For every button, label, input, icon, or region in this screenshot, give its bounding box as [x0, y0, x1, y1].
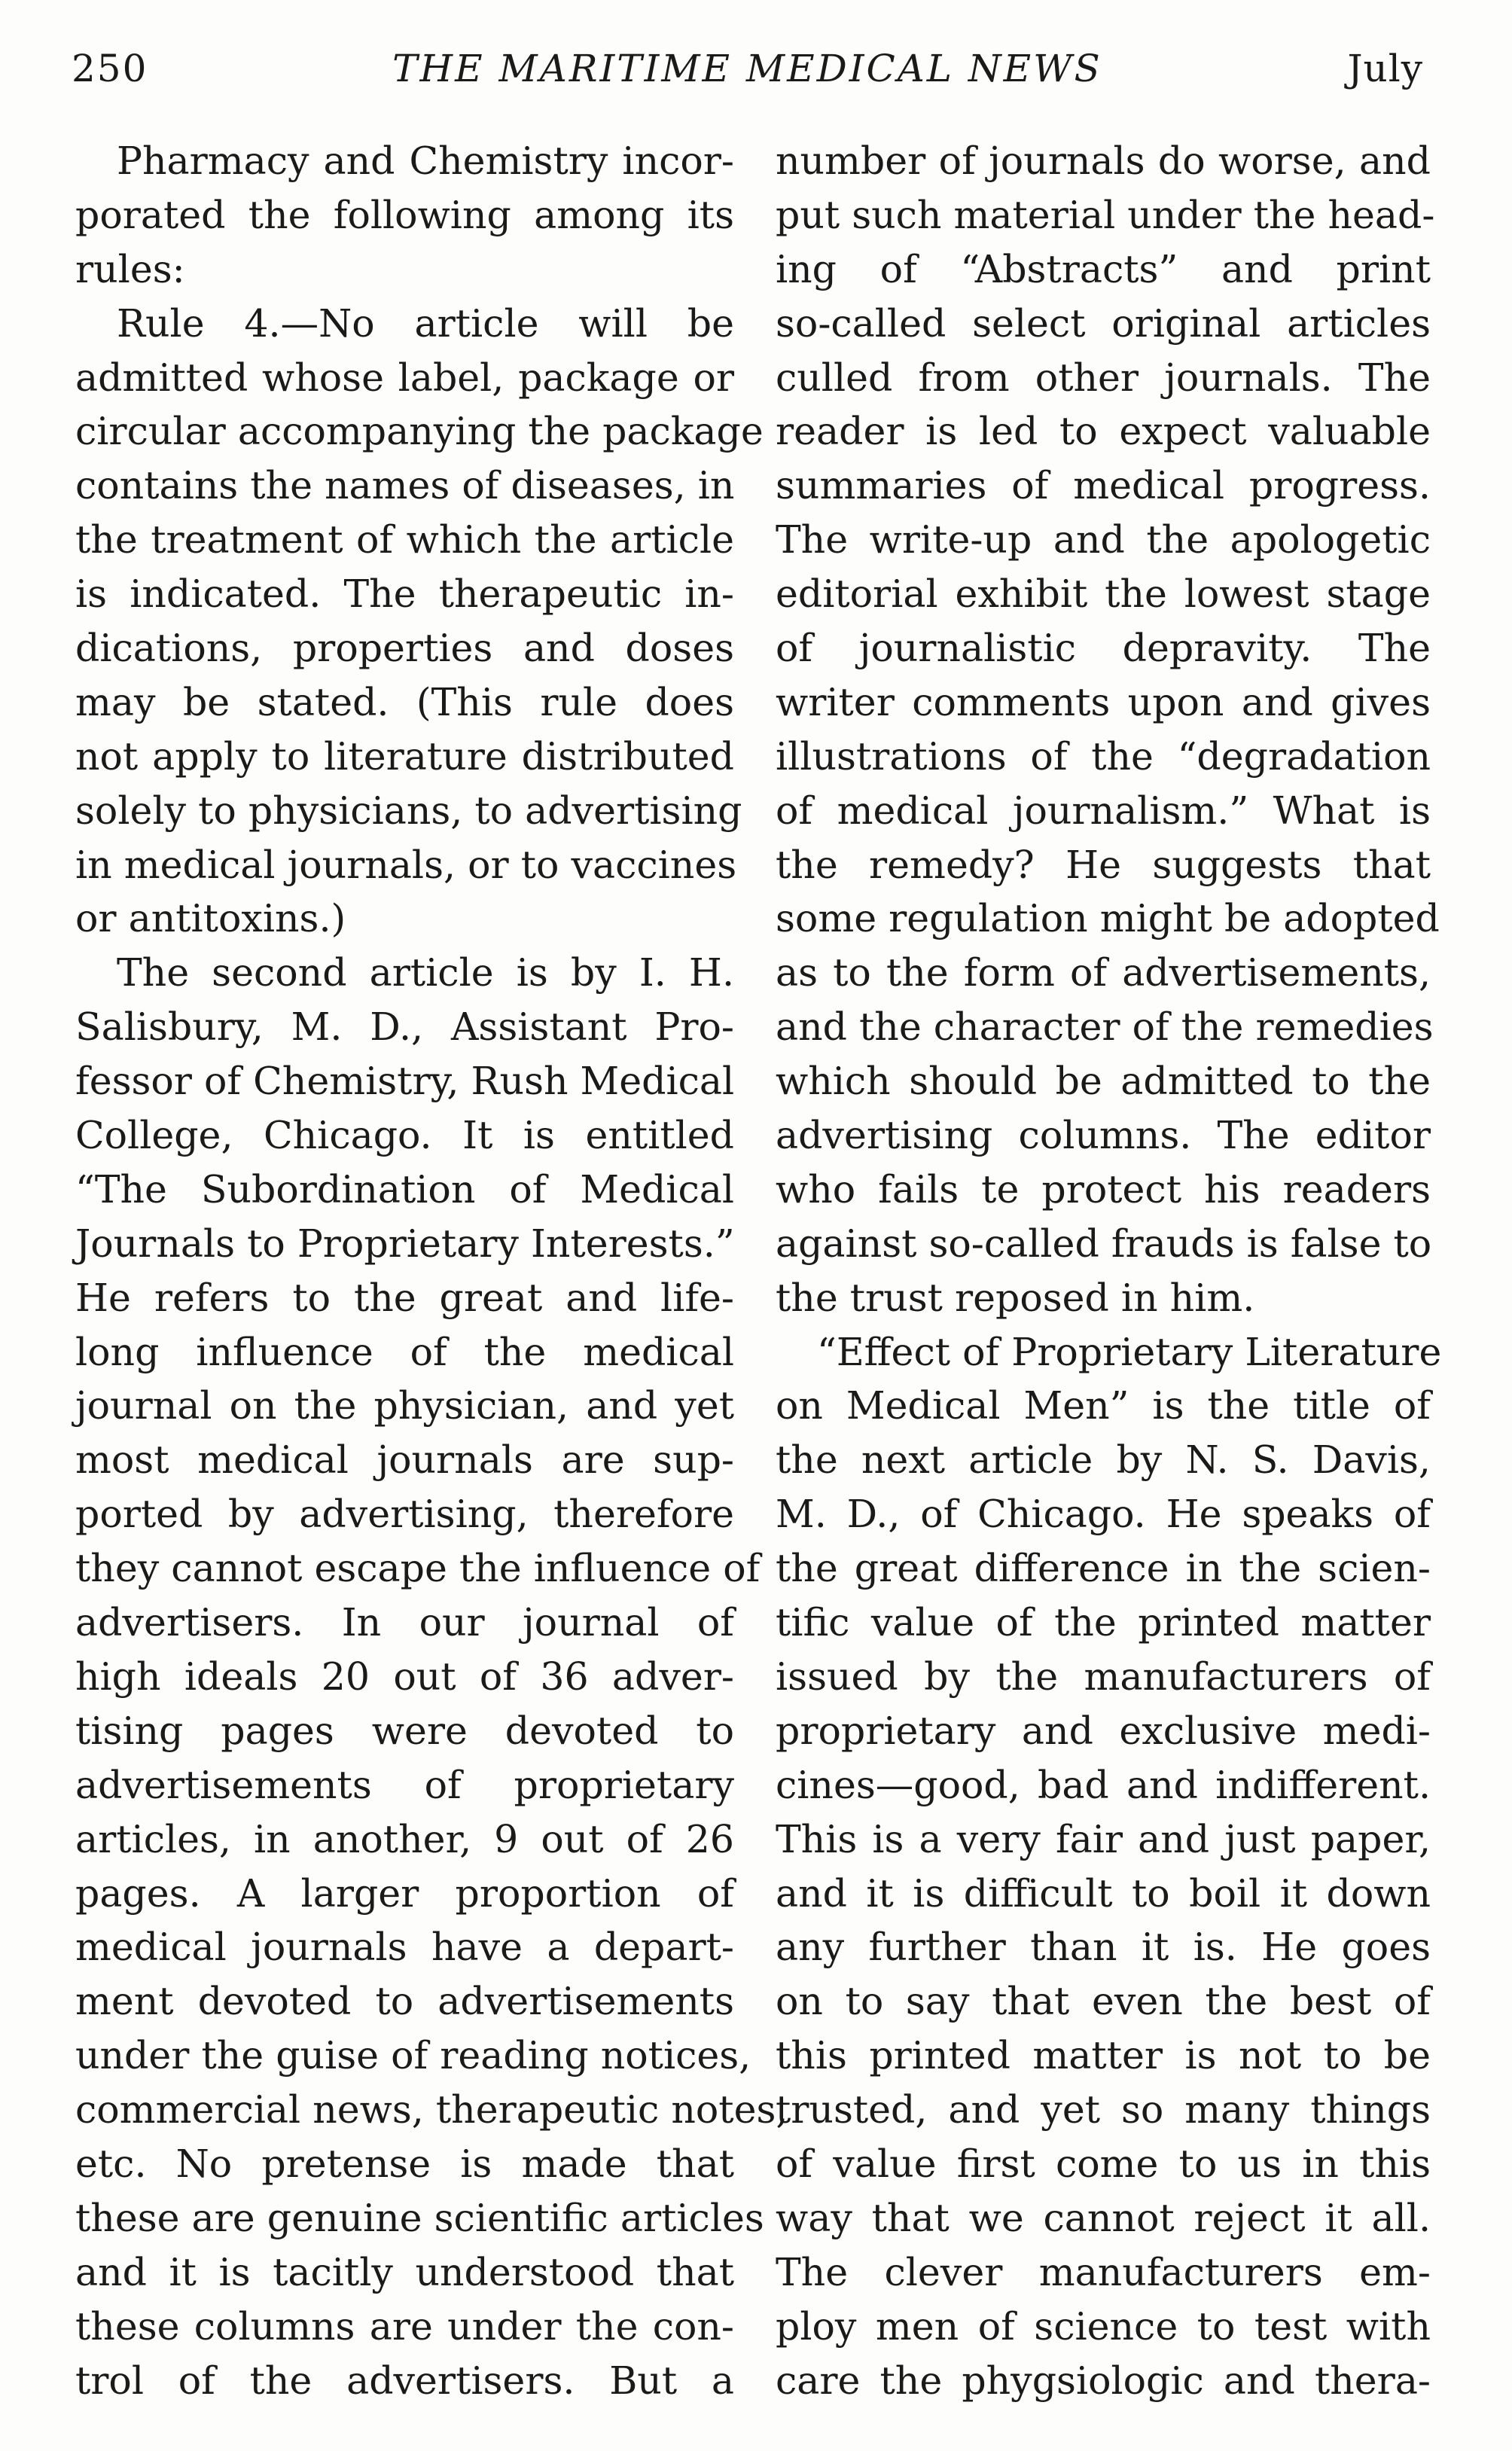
text-line: the remedy? He suggests that: [776, 842, 1431, 887]
rule-paragraph: [75, 297, 764, 947]
text-line: advertising columns. The editor: [776, 1113, 1431, 1158]
text-line: contains the names of diseases, in: [75, 463, 735, 508]
text-line: reader is led to expect valuable: [776, 409, 1431, 454]
text-line: so-called select original articles: [776, 300, 1431, 346]
text-line: they cannot escape the influence of: [75, 1546, 761, 1591]
paragraph: [75, 946, 788, 2407]
text-line: dications, properties and doses: [75, 626, 734, 671]
running-header: [72, 47, 1423, 107]
text-line: fessor of Chemistry, Rush Medical: [75, 1059, 735, 1104]
text-line: writer comments upon and gives: [776, 679, 1431, 724]
left-column: [75, 134, 788, 2407]
text-line: of journalistic depravity. The: [776, 626, 1431, 671]
text-line: way that we cannot reject it all.: [776, 2195, 1431, 2240]
text-line: tising pages were devoted to: [75, 1708, 734, 1753]
text-line: illustrations of the “degradation: [776, 733, 1431, 779]
text-line: issued by the manufacturers of: [776, 1654, 1431, 1699]
text-line: is indicated. The therapeutic in-: [75, 572, 734, 617]
text-line: under the guise of reading notices,: [75, 2033, 751, 2078]
paragraph: [75, 134, 734, 297]
text-line: articles, in another, 9 out of 26: [75, 1816, 734, 1861]
text-line: tific value of the printed matter: [776, 1600, 1431, 1645]
text-line: journal on the physician, and yet: [75, 1383, 734, 1428]
text-line: pages. A larger proportion of: [75, 1870, 734, 1916]
text-line: of value first come to us in this: [776, 2141, 1431, 2186]
text-line: in medical journals, or to vaccines: [75, 842, 737, 887]
text-line: as to the form of advertisements,: [776, 950, 1431, 995]
text-line: ported by advertising, therefore: [75, 1492, 734, 1537]
text-line: some regulation might be adopted: [776, 896, 1440, 941]
text-line: The write-up and the apologetic: [776, 517, 1431, 562]
text-line: on Medical Men” is the title of: [776, 1383, 1431, 1428]
right-column: [776, 134, 1442, 2407]
text-line: trol of the advertisers. But a: [75, 2358, 734, 2403]
text-line: circular accompanying the package: [75, 409, 764, 454]
text-line: This is a very fair and just paper,: [776, 1816, 1431, 1861]
text-line: admitted whose label, package or: [75, 355, 734, 400]
text-line: or antitoxins.): [75, 896, 346, 941]
text-line: Salisbury, M. D., Assistant Pro-: [75, 1004, 734, 1050]
text-line: any further than it is. He goes: [776, 1925, 1431, 1970]
text-line: most medical journals are sup-: [75, 1437, 734, 1483]
text-line: put such material under the head-: [776, 192, 1435, 237]
text-line: commercial news, therapeutic notes,: [75, 2087, 788, 2132]
text-line: proprietary and exclusive medi-: [776, 1708, 1431, 1753]
text-line: solely to physicians, to advertising: [75, 788, 742, 833]
text-line: against so-called frauds is false to: [776, 1221, 1432, 1266]
text-line: The second article is by I. H.: [117, 950, 734, 995]
text-line: culled from other journals. The: [776, 355, 1431, 400]
text-line: medical journals have a depart-: [75, 1925, 734, 1970]
text-line: long influence of the medical: [75, 1329, 734, 1374]
text-line: M. D., of Chicago. He speaks of: [776, 1492, 1431, 1537]
text-line: trusted, and yet so many things: [776, 2087, 1431, 2132]
text-line: College, Chicago. It is entitled: [75, 1113, 734, 1158]
text-line: these columns are under the con-: [75, 2303, 734, 2349]
text-line: The clever manufacturers em-: [776, 2249, 1431, 2294]
text-line: Rule 4.—No article will be: [117, 300, 734, 346]
text-line: cines—good, bad and indifferent.: [776, 1762, 1431, 1807]
text-line: ment devoted to advertisements: [75, 1979, 734, 2024]
text-line: this printed matter is not to be: [776, 2033, 1431, 2078]
running-month: July: [1347, 47, 1423, 90]
text-line: which should be admitted to the: [776, 1059, 1431, 1104]
text-line: on to say that even the best of: [776, 1979, 1431, 2024]
text-line: and it is difficult to boil it down: [776, 1870, 1431, 1916]
text-line: care the phygsiologic and thera-: [776, 2358, 1431, 2403]
text-line: who fails te protect his readers: [776, 1166, 1431, 1212]
text-line: ing of “Abstracts” and print: [776, 246, 1431, 291]
text-line: ploy men of science to test with: [776, 2303, 1431, 2349]
paragraph: [776, 1325, 1442, 2408]
text-line: and it is tacitly understood that: [75, 2249, 734, 2294]
text-line: Journals to Proprietary Interests.”: [75, 1221, 735, 1266]
text-line: “Effect of Proprietary Literature: [817, 1329, 1442, 1374]
text-line: high ideals 20 out of 36 adver-: [75, 1654, 734, 1699]
text-line: may be stated. (This rule does: [75, 679, 734, 724]
text-line: not apply to literature distributed: [75, 733, 734, 779]
text-line: He refers to the great and life-: [75, 1275, 734, 1320]
text-line: “The Subordination of Medical: [75, 1166, 734, 1212]
text-line: porated the following among its: [75, 192, 734, 237]
text-line: editorial exhibit the lowest stage: [776, 572, 1431, 617]
page-number: 250: [72, 47, 148, 90]
text-line: and the character of the remedies: [776, 1004, 1434, 1050]
text-line: the next article by N. S. Davis,: [776, 1437, 1431, 1483]
text-line: rules:: [75, 246, 185, 291]
text-line: advertisements of proprietary: [75, 1762, 734, 1807]
text-line: the trust reposed in him.: [776, 1275, 1255, 1320]
text-line: etc. No pretense is made that: [75, 2141, 734, 2186]
text-line: the great difference in the scien-: [776, 1546, 1431, 1591]
journal-title: THE MARITIME MEDICAL NEWS: [392, 47, 1102, 90]
text-line: Pharmacy and Chemistry incor-: [117, 139, 734, 183]
text-line: number of journals do worse, and: [776, 139, 1431, 183]
text-line: the treatment of which the article: [75, 517, 734, 562]
paragraph-continued: [776, 134, 1440, 1325]
text-line: summaries of medical progress.: [776, 463, 1431, 508]
text-line: of medical journalism.” What is: [776, 788, 1431, 833]
text-line: advertisers. In our journal of: [75, 1600, 734, 1645]
text-line: these are genuine scientific articles: [75, 2195, 764, 2240]
